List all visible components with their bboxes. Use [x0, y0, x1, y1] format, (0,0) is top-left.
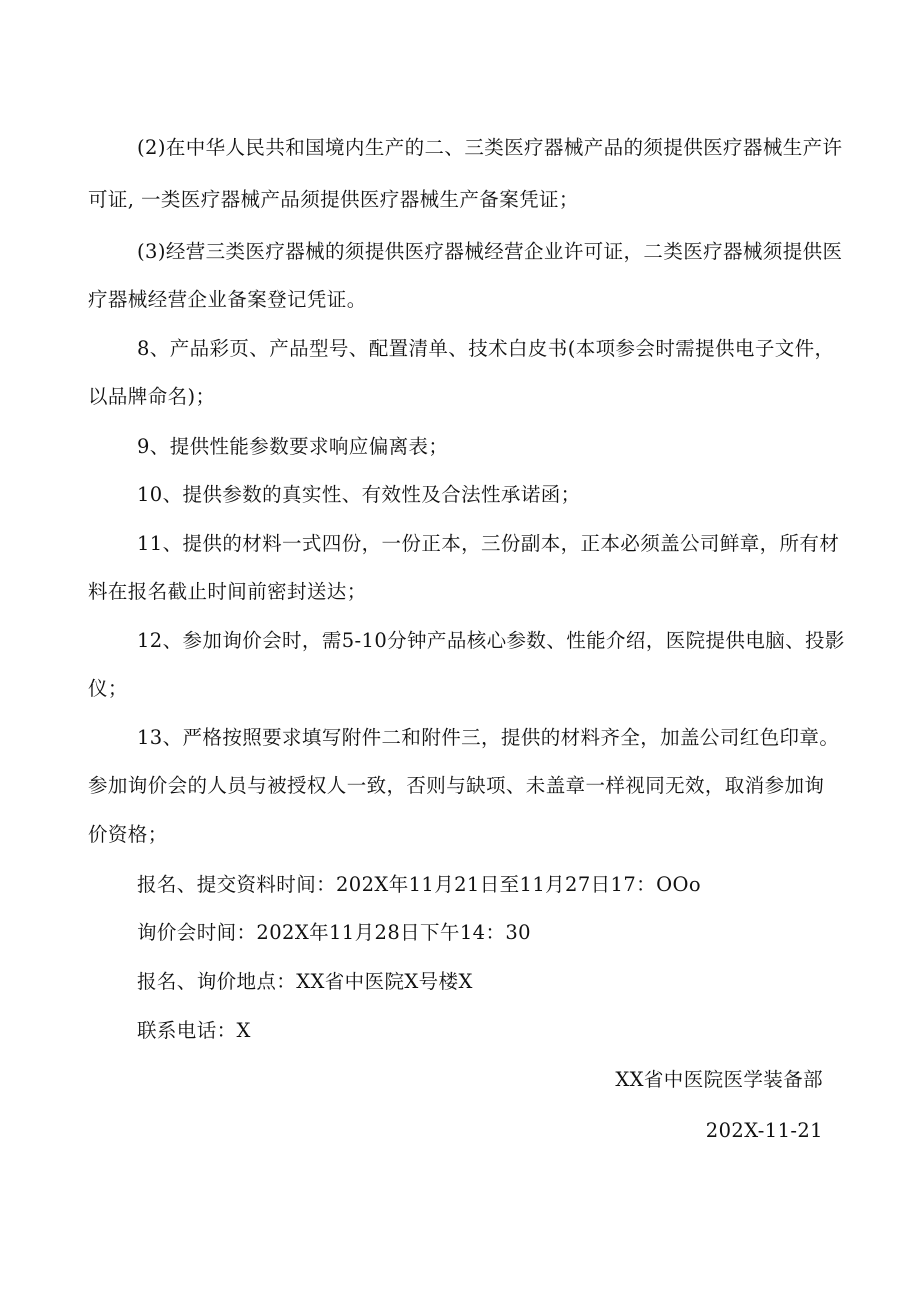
- text-line-10: 料在报名截止时间前密封送达；: [88, 580, 367, 603]
- text-line-14: 参加询价会的人员与被授权人一致，否则与缺项、未盖章一样视同无效，取消参加询: [88, 774, 825, 797]
- text-line-5: 8、产品彩页、产品型号、配置清单、技术白皮书(本项参会时需提供电子文件，: [137, 337, 835, 360]
- signature-org: XX省中医院医学装备部: [615, 1068, 823, 1091]
- inquiry-meeting-time: 询价会时间：202X年11月28日下午14：30: [137, 921, 531, 944]
- text-line-11: 12、参加询价会时，需5-10分钟产品核心参数、性能介绍，医院提供电脑、投影: [137, 629, 845, 652]
- text-line-7: 9、提供性能参数要求响应偏离表；: [137, 435, 449, 458]
- registration-time: 报名、提交资料时间：202X年11月21日至11月27日17：OOo: [137, 873, 701, 896]
- text-line-9: 11、提供的材料一式四份，一份正本，三份副本，正本必须盖公司鲜章，所有材: [137, 532, 840, 555]
- inquiry-location: 报名、询价地点：XX省中医院X号楼X: [137, 970, 473, 993]
- text-line-3: (3)经营三类医疗器械的须提供医疗器械经营企业许可证，二类医疗器械须提供医: [137, 240, 843, 263]
- text-line-13: 13、严格按照要求填写附件二和附件三，提供的材料齐全，加盖公司红色印章。: [137, 726, 840, 749]
- text-line-4: 疗器械经营企业备案登记凭证。: [88, 288, 367, 311]
- contact-phone: 联系电话：X: [137, 1019, 251, 1042]
- text-line-15: 价资格；: [88, 823, 168, 846]
- text-line-6: 以品牌命名)；: [88, 385, 216, 408]
- signature-date: 202X-11-21: [705, 1119, 823, 1142]
- text-line-2: 可证, 一类医疗器械产品须提供医疗器械生产备案凭证；: [88, 188, 579, 211]
- text-line-1: (2)在中华人民共和国境内生产的二、三类医疗器械产品的须提供医疗器械生产许: [137, 136, 843, 159]
- text-line-8: 10、提供参数的真实性、有效性及合法性承诺函；: [137, 483, 581, 506]
- text-line-12: 仪；: [88, 677, 128, 700]
